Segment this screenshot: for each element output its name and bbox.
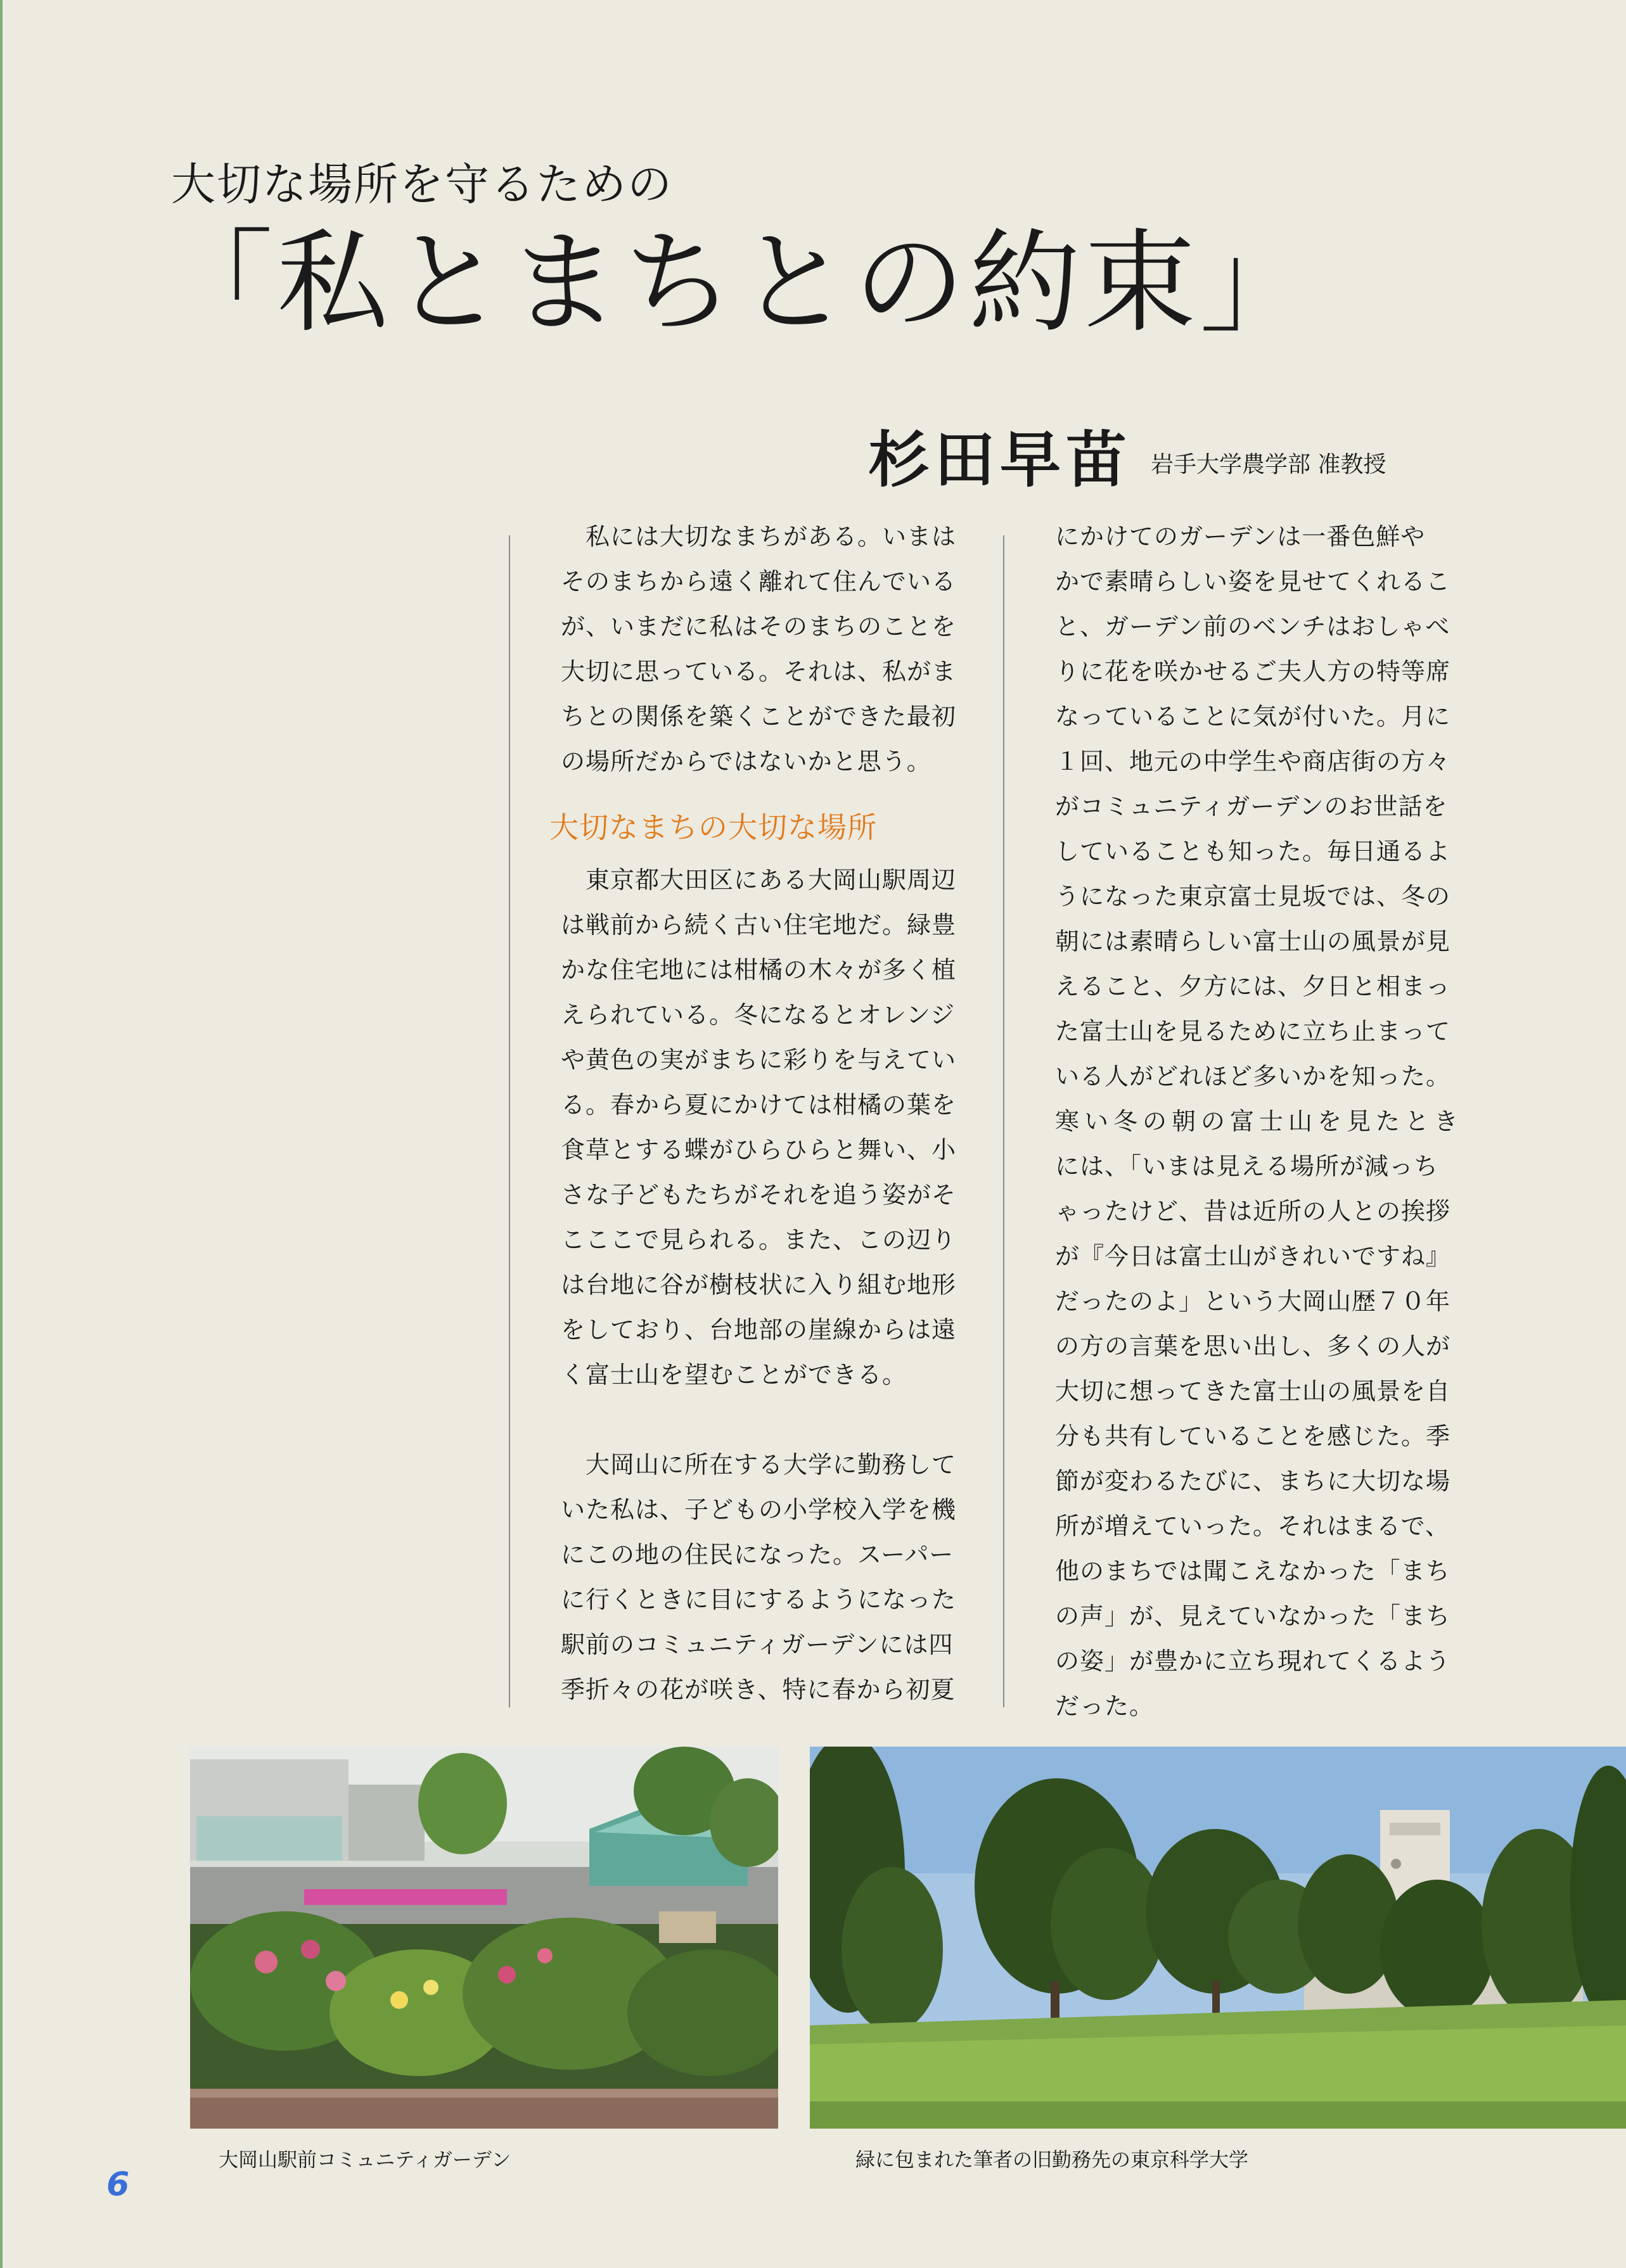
- text-line: ちとの関係を築くことができた最初: [561, 703, 957, 730]
- text-line: の姿」が豊かに立ち現れてくるよう: [1055, 1647, 1451, 1675]
- text-line: の場所だからではないかと思う。: [561, 748, 931, 775]
- text-column-1: [549, 514, 957, 1712]
- text-line: だったのよ」という大岡山歴７０年: [1055, 1287, 1451, 1315]
- text-line: かで素晴らしい姿を見せてくれるこ: [1055, 568, 1451, 596]
- text-line: かな住宅地には柑橘の木々が多く植: [561, 956, 957, 984]
- text-line: えられている。冬になるとオレンジ: [561, 1001, 956, 1029]
- community-garden-photo: [190, 1747, 778, 2129]
- page-edge-accent: [0, 0, 3, 2268]
- text-line: 大切に思っている。それは、私がま: [561, 658, 957, 685]
- article-title: 「私とまちとの約束」: [162, 218, 1316, 348]
- text-line: なっていることに気が付いた。月に: [1055, 703, 1451, 730]
- author-affiliation: 岩手大学農学部 准教授: [1151, 452, 1386, 478]
- text-line: いた私は、子どもの小学校入学を機: [561, 1496, 957, 1524]
- text-line: こここで見られる。また、この辺り: [561, 1226, 957, 1254]
- text-line: く富士山を望むことができる。: [561, 1361, 907, 1389]
- page-number: 6: [106, 2165, 130, 2203]
- text-line: そのまちから遠く離れて住んでいる: [561, 568, 957, 596]
- author-name: 杉田早苗: [868, 424, 1132, 495]
- paragraph-university: [561, 1443, 956, 1712]
- text-line: が『今日は富士山がきれいですね』: [1055, 1242, 1451, 1270]
- paragraph-oookayama: [561, 858, 956, 1398]
- text-line: うになった東京富士見坂では、冬の: [1055, 882, 1451, 910]
- university-campus-illustration: [810, 1747, 1626, 2129]
- text-line: 大切に想ってきた富士山の風景を自: [1055, 1377, 1451, 1405]
- text-line: １回、地元の中学生や商店街の方々: [1055, 748, 1451, 775]
- section-heading: 大切なまちの大切な場所: [549, 810, 877, 844]
- text-line: にこの地の住民になった。スーパー: [561, 1541, 954, 1569]
- community-garden-illustration: [190, 1747, 778, 2129]
- text-line: る。春から夏にかけては柑橘の葉を: [561, 1091, 957, 1119]
- paragraph-gap: [561, 1398, 956, 1443]
- text-line: に行くときに目にするようになった: [561, 1586, 957, 1614]
- author-block: [868, 412, 1386, 499]
- text-line: 食草とする蝶がひらひらと舞い、小: [561, 1136, 957, 1164]
- text-line: の声」が、見えていなかった「まち: [1055, 1602, 1451, 1630]
- text-line: の方の言葉を思い出し、多くの人が: [1055, 1332, 1451, 1360]
- text-line: 大岡山に所在する大学に勤務して: [561, 1451, 957, 1479]
- text-line: 私には大切なまちがある。いまは: [561, 523, 957, 551]
- left-photo-caption: 大岡山駅前コミュニティガーデン: [219, 2149, 511, 2172]
- right-photo-caption: 緑に包まれた筆者の旧勤務先の東京科学大学: [855, 2149, 1248, 2172]
- text-line: た富士山を見るために立ち止まって: [1055, 1017, 1451, 1045]
- text-line: 節が変わるたびに、まちに大切な場: [1055, 1467, 1451, 1495]
- text-line: が、いまだに私はそのまちのことを: [561, 613, 957, 640]
- text-line: いる人がどれほど多いかを知った。: [1055, 1062, 1451, 1090]
- text-line: していることも知った。毎日通るよ: [1055, 838, 1451, 865]
- text-line: をしており、台地部の崖線からは遠: [561, 1316, 957, 1344]
- text-line: 所が増えていった。それはまるで、: [1055, 1512, 1450, 1540]
- text-line: にかけてのガーデンは一番色鮮や: [1055, 523, 1426, 551]
- text-line: えること、夕方には、夕日と相まっ: [1055, 972, 1451, 1000]
- text-line: りに花を咲かせるご夫人方の特等席: [1055, 658, 1451, 685]
- text-line: さな子どもたちがそれを追う姿がそ: [561, 1181, 957, 1209]
- column-rule-left: [509, 535, 510, 1707]
- text-line: だった。: [1055, 1692, 1155, 1720]
- paragraph-intro: [561, 514, 956, 784]
- text-line: 他のまちでは聞こえなかった「まち: [1055, 1557, 1450, 1585]
- text-line: 朝には素晴らしい富士山の風景が見: [1055, 927, 1451, 955]
- text-line: 寒い冬の朝の富士山を見たとき: [1055, 1107, 1464, 1135]
- text-line: 季折々の花が咲き、特に春から初夏: [561, 1676, 956, 1704]
- text-column-2: [1055, 514, 1463, 1729]
- text-line: 東京都大田区にある大岡山駅周辺: [561, 866, 957, 894]
- column-rule-middle: [1003, 535, 1004, 1707]
- text-line: は台地に谷が樹枝状に入り組む地形: [561, 1271, 957, 1299]
- text-line: 分も共有していることを感じた。季: [1055, 1422, 1451, 1450]
- text-line: には、「いまは見える場所が減っち: [1055, 1152, 1439, 1180]
- text-line: は戦前から続く古い住宅地だ。緑豊: [561, 911, 957, 939]
- text-line: と、ガーデン前のベンチはおしゃべ: [1055, 613, 1450, 640]
- article-subtitle: 大切な場所を守るための: [171, 158, 673, 210]
- text-line: や黄色の実がまちに彩りを与えてい: [561, 1046, 957, 1074]
- text-line: 駅前のコミュニティガーデンには四: [561, 1631, 954, 1659]
- text-line: がコミュニティガーデンのお世話を: [1055, 793, 1448, 820]
- text-line: ゃったけど、昔は近所の人との挨拶: [1055, 1197, 1451, 1225]
- university-campus-photo: [810, 1747, 1626, 2129]
